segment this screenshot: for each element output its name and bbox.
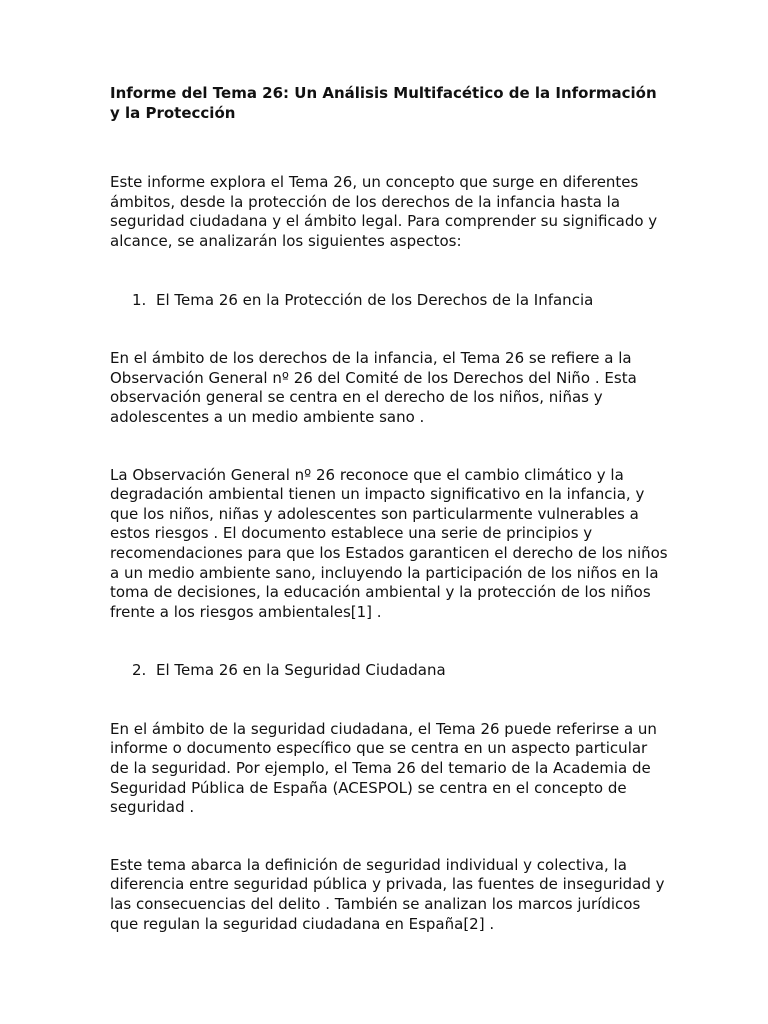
section-2-paragraph-2: Este tema abarca la definición de seguridad individual y colectiva, la diferencia entre seguridad pública y privada, las fuentes de inseguridad y las consecuencias del delito . También se analizan los marcos jurídicos que regulan la seguridad ciudadana en España[2] . [110, 855, 665, 933]
section-heading-text: El Tema 26 en la Protección de los Derechos de la Infancia [156, 290, 594, 309]
section-heading-text: El Tema 26 en la Seguridad Ciudadana [156, 661, 446, 680]
section-heading-2 [110, 661, 670, 681]
intro-paragraph: Este informe explora el Tema 26, un concepto que surge en diferentes ámbitos, desde la protección de los derechos de la infancia hasta la seguridad ciudadana y el ámbito legal. Para comprender su significado y alcance, se analizarán los siguientes aspectos: [110, 173, 658, 250]
section-1-paragraph-1: En el ámbito de los derechos de la infancia, el Tema 26 se refiere a la Observación General nº 26 del Comité de los Derechos del Niño . Esta observación general se centra en el derecho de los niños, niñas y adolescentes a un medio ambiente sano . [110, 349, 637, 426]
section-heading-1 [110, 291, 670, 311]
list-number: 1. [132, 290, 147, 309]
section-2-paragraph-1: En el ámbito de la seguridad ciudadana, el Tema 26 puede referirse a un informe o documento específico que se centra en un aspecto particular de la seguridad. Por ejemplo, el Tema 26 del temario de la Academia de Seguridad Pública de España (ACESPOL) se centra en el concepto de seguridad . [110, 719, 657, 817]
document-page [110, 84, 670, 934]
list-number: 2. [132, 661, 147, 680]
section-1-paragraph-2: La Observación General nº 26 reconoce que el cambio climático y la degradación ambiental tienen un impacto significativo en la infancia, y que los niños, niñas y adolescentes son particularmente vulnerables a estos riesgos . El documento establece una serie de principios y recomendaciones para que los Estados garanticen el derecho de los niños a un medio ambiente sano, incluyendo la participación de los niños en la toma de decisiones, la educación ambiental y la protección de los niños frente a los riesgos ambientales[1] . [110, 465, 668, 621]
document-title: Informe del Tema 26: Un Análisis Multifacético de la Información y la Protección [110, 84, 657, 122]
